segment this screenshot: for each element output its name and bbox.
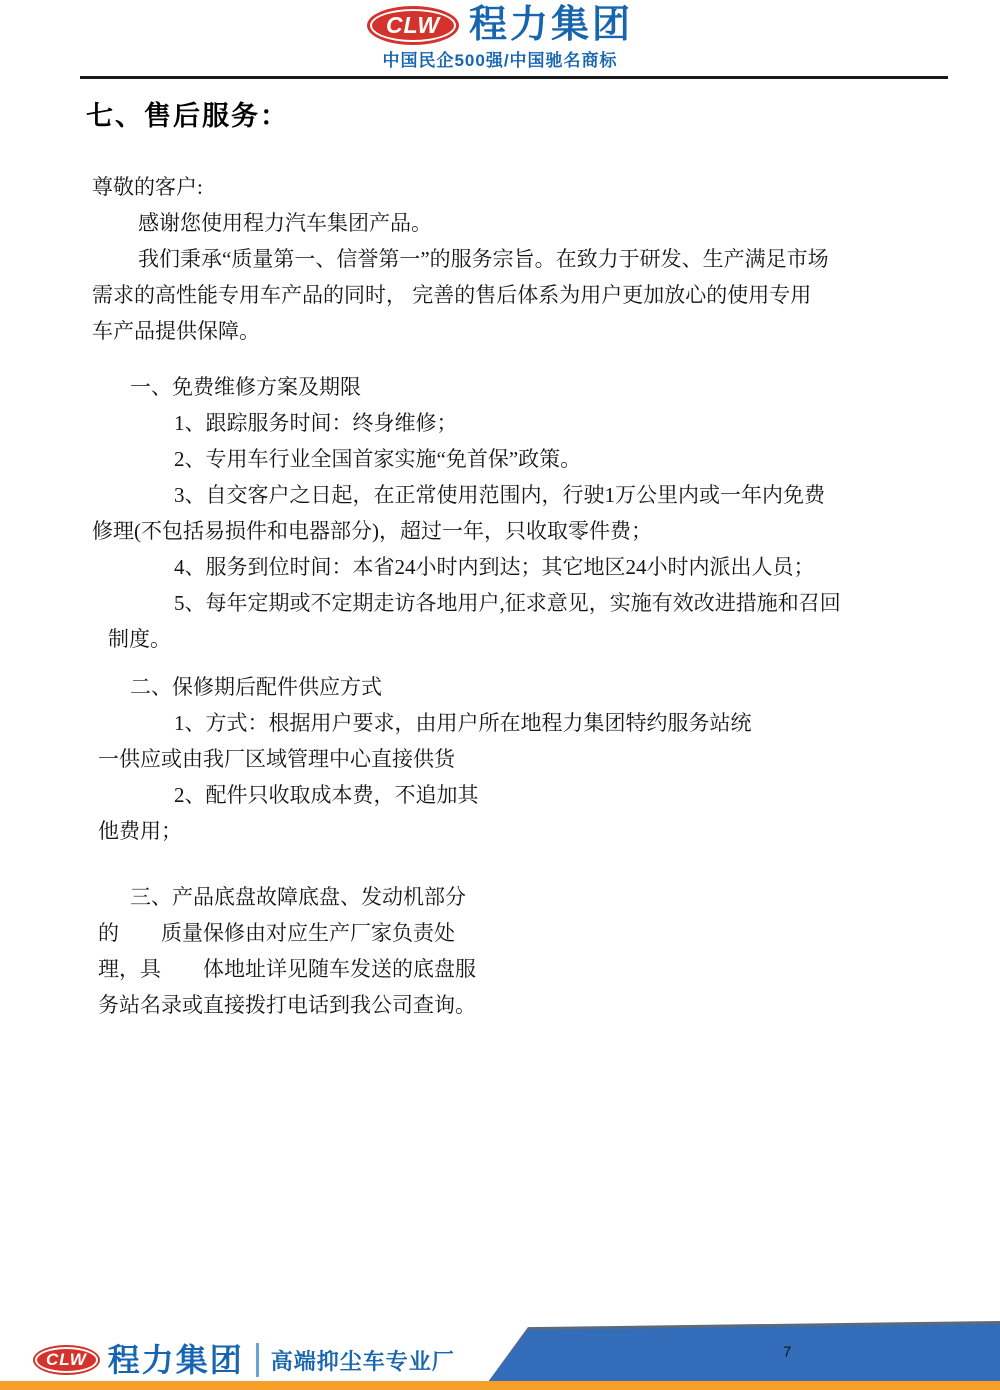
section3-line: 务站名录或直接拨打电话到我公司查询。 [98,993,476,1017]
section3-heading: 三、产品底盘故障底盘、发动机部分 [130,885,466,909]
header-tagline: 中国民企500强/中国驰名商标 [382,51,618,70]
clw-oval-logo-icon [33,1345,100,1375]
section2-item-continuation: 他费用； [98,819,182,843]
salutation-line: 尊敬的客户: [92,175,203,199]
section2-item: 1、方式：根据用户要求，由用户所在地程力集团特约服务站统 [174,711,752,735]
intro-line: 车产品提供保障。 [92,319,260,343]
clw-logo-text: CLW [37,1349,96,1371]
section2-heading: 二、保修期后配件供应方式 [130,675,382,699]
intro-line: 我们秉承“质量第一、信誉第一”的服务宗旨。在致力于研发、生产满足市场 [138,247,829,271]
section2-item: 2、配件只收取成本费，不追加其 [174,783,479,807]
footer-tagline: 高端抑尘车专业厂 [270,1348,455,1374]
section1-item-continuation: 制度。 [108,627,171,651]
footer-orange-bar [0,1381,1000,1390]
page-number-band [488,1324,1000,1382]
band-blue-shape [488,1324,1000,1382]
document-body [0,94,1000,1023]
page-footer [0,1310,1000,1390]
section1-item: 3、自交客户之日起，在正常使用范围内，行驶1万公里内或一年内免费 [174,483,825,507]
footer-company-name: 程力集团 [107,1342,244,1378]
section2-item-continuation: 一供应或由我厂区域管理中心直接供货 [98,747,455,771]
section1-item: 1、跟踪服务时间：终身维修； [174,411,458,435]
page-header [0,0,1000,79]
header-company-name: 程力集团 [469,4,634,46]
footer-logo-separator [256,1343,259,1377]
header-logo [367,5,633,45]
section1-item-continuation: 修理(不包括易损件和电器部分)，超过一年，只收取零件费； [92,519,652,543]
section3-line: 理，具 体地址详见随车发送的底盘服 [98,957,476,981]
section-title: 七、售后服务： [86,101,289,131]
intro-line: 感谢您使用程力汽车集团产品。 [138,211,432,235]
section1-heading: 一、免费维修方案及期限 [130,375,361,399]
section1-item: 4、服务到位时间：本省24小时内到达；其它地区24小时内派出人员； [174,555,815,579]
intro-line: 需求的高性能专用车产品的同时， 完善的售后体系为用户更加放心的使用专用 [92,283,812,307]
footer-logo [33,1343,455,1377]
clw-logo-text: CLW [372,11,454,40]
section3-line: 的 质量保修由对应生产厂家负责处 [98,921,455,945]
header-divider [80,76,948,79]
section1-item: 2、专用车行业全国首家实施“免首保”政策。 [174,447,582,471]
page-number: 7 [783,1343,792,1361]
clw-oval-logo-icon [367,6,459,45]
section1-item: 5、每年定期或不定期走访各地用户,征求意见，实施有效改进措施和召回 [174,591,841,615]
